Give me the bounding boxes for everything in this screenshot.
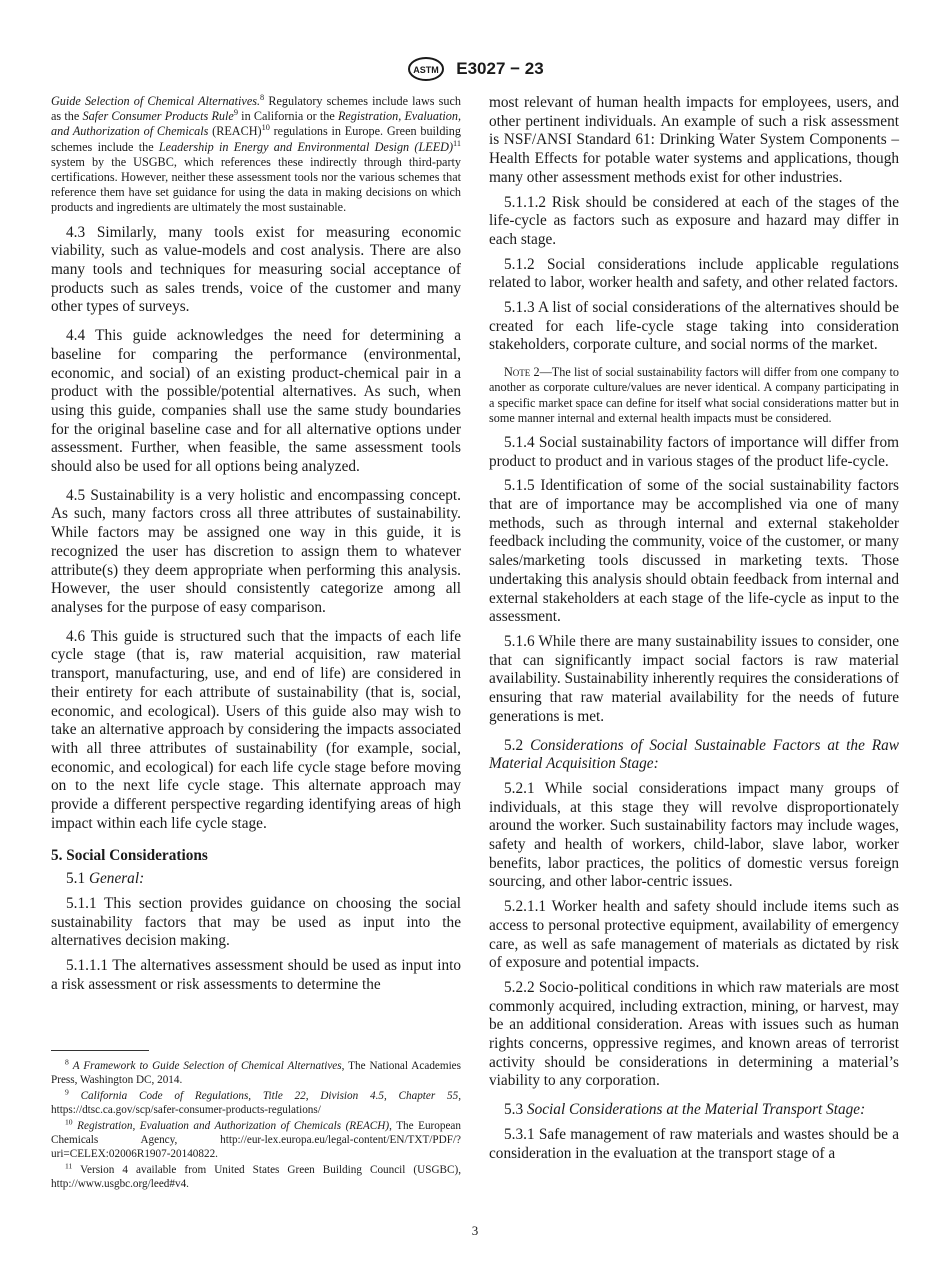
page-header (0, 56, 950, 82)
paragraph-4-3: 4.3 Similarly, many tools exist for measuring economic viability, such as value-models and cost analysis. There are also many tools and techniques for measuring social acceptance of products such as sales trends, voice of the customer and many other types of surveys. (51, 223, 461, 316)
footnote-11: $^{11}$ Version 4 available from United States Green Building Council (USGBC), http://www.usgbc.org/leed#v4. (51, 1161, 461, 1190)
paragraph-5-3: 5.3 Social Considerations at the Material Transport Stage: (504, 1101, 866, 1119)
paragraph-4-2-continued: Guide Selection of Chemical Alternatives.$^8$ Regulatory schemes include laws such as the Safer Consumer Products Rule$^9$ in California or the Registration, Evaluation, and Authorization of Chemicals (REACH)$^{10}$ regulations in Europe. Green building schemes include the Leadership in Energy and Environmental Design (LEED)$^{11}$ system by the USGBC, which references these indirectly through third-party certifications. However, neither these assessment tools nor the various schemes that reference them have set guidance for using the data in making decisions on which products and ingredients are ultimately the most sustainable. (51, 92, 461, 215)
left-column (51, 94, 461, 1000)
paragraph-4-5: 4.5 Sustainability is a very holistic and encompassing concept. As such, many factors cross all three attributes of sustainability. While factors may be assigned one way in this guide, it is recognized the user has discretion to assign them to whatever attribute(s) they deem appropriate when performing this analysis. However, the user should consistently categorize among all analyses for the purpose of easy comparison. (51, 486, 461, 616)
paragraph-5-1-4: 5.1.4 Social sustainability factors of importance will differ from product to product and in various stages of the product life-cycle. (489, 433, 899, 470)
footnote-9: $^9$ California Code of Regulations, Title 22, Division 4.5, Chapter 55, https://dtsc.ca.gov/scp/safer-consumer-products-regulations/ (51, 1087, 461, 1116)
paragraph-5-2-1: 5.2.1 While social considerations impact many groups of individuals, at this stage they will revolve disproportionately around the worker. Such sustainability factors may include wages, safety and health of workers, child-labor, slave labor, worker benefits, labor practices, the politics of domestic versus foreign sourcing, and other labor-centric issues. (489, 779, 899, 891)
footnote-divider (51, 1050, 149, 1051)
page-number: 3 (471, 1223, 479, 1238)
paragraph-5-1-1-1: 5.1.1.1 The alternatives assessment should be used as input into a risk assessment or risk assessments to determine the (51, 956, 461, 993)
svg-text:ASTM: ASTM (413, 65, 440, 75)
paragraph-5-2-2: 5.2.2 Socio-political conditions in which raw materials are most commonly acquired, including extraction, mining, or harvest, may be an additional consideration. Areas with issues such as human rights concerns, oppressive regimes, and known areas of terrorist activity should be considerations in determining a material’s viability to any corporation. (489, 978, 899, 1090)
paragraph-5-1: 5.1 General: (66, 870, 145, 888)
document-designation: E3027 − 23 (456, 59, 544, 78)
paragraph-5-2-1-1: 5.2.1.1 Worker health and safety should include items such as access to personal protective equipment, availability of emergency care, as well as safe management of materials as dictated by risk of exposure and potential impacts. (489, 898, 899, 972)
footnote-10: $^{10}$ Registration, Evaluation and Authorization of Chemicals (REACH), The European Chemicals Agency, http://eur-lex.europa.eu/legal-content/EN/TXT/PDF/?uri=CELEX:02006R1907-20140822. (51, 1117, 461, 1160)
paragraph-5-1-5: 5.1.5 Identification of some of the social sustainability factors that are of importance may be accomplished via one of many methods, such as through internal and external stakeholder feedback including the community, voice of the customer, or many sales/marketing tools discussed in marketing texts. Those undertaking this analysis should obtain feedback from internal and external stakeholders at each stage of the life-cycle as input to the assessment. (489, 477, 899, 626)
footnotes (51, 1059, 461, 1193)
paragraph-5-3-1: 5.3.1 Safe management of raw materials and wastes should be a consideration in the evaluation at the transport stage of a (489, 1125, 899, 1162)
paragraph-5-1-1-2: 5.1.1.2 Risk should be considered at each of the stages of the life-cycle as factors such as exposure and hazard may differ in each stage. (489, 193, 899, 248)
paragraph-4-4: 4.4 This guide acknowledges the need for determining a baseline for comparing the performance (environmental, economic, and social) of an existing product-chemical pair in a product with the possible/potential alternatives. As such, when using this guide, companies shall use the same study boundaries for the original baseline case and for all alternative options under assessment. Further, when feasible, the same assessment tools should also be used for all options being analyzed. (51, 327, 461, 476)
paragraph-5-2: 5.2 Considerations of Social Sustainable Factors at the Raw Material Acquisition Stage: (489, 736, 899, 773)
paragraph-5-1-1: 5.1.1 This section provides guidance on choosing the social sustainability factors that may be used as input into the alternatives decision making. (51, 894, 461, 950)
paragraph-5-1-6: 5.1.6 While there are many sustainability issues to consider, one that can significantly impact social factors is raw material availability. Sustainability inherently requires the considerations of ensuring that raw material availability for the needs of future generations is met. (489, 632, 899, 725)
paragraph-5-1-2: 5.1.2 Social considerations include applicable regulations related to labor, worker health and safety, and other related factors. (489, 255, 899, 292)
footnote-8: $^8$ A Framework to Guide Selection of Chemical Alternatives, The National Academies Press, Washington DC, 2014. (51, 1057, 462, 1086)
section-5-heading: 5. Social Considerations (51, 847, 208, 865)
paragraph-5-1-1-1-continued: most relevant of human health impacts for employees, users, and other pertinent individuals. An example of such a risk assessment is NSF/ANSI Standard 61: Drinking Water System Components – Health Effects for potable water systems and applications, though many other assessment methods exist for other industries. (489, 94, 899, 186)
paragraph-5-1-3: 5.1.3 A list of social considerations of the alternatives should be created for each life-cycle stage taking into consideration stakeholders, corporate culture, and social norms of the market. (489, 299, 899, 354)
right-column (489, 94, 899, 1169)
note-2: Note 2—The list of social sustainability factors will differ from one company to another as corporate culture/values are never identical. A company participating in a specific market space can define for itself what social considerations matter but in some manner internal and external health impacts must be considered. (489, 365, 899, 425)
astm-logo-icon (406, 56, 446, 82)
paragraph-4-6: 4.6 This guide is structured such that the impacts of each life cycle stage (that is, raw material acquisition, raw material transport, manufacturing, use, and end of life) are considered in their entirety for each attribute of sustainability (that is, social, economic, and ecological). Users of this guide also may wish to take an alternative approach by considering the impacts associated with all three attributes of sustainability (for example, social, economic, and ecological) for each life cycle stage before moving on to the next life cycle stage. This alternate approach may provide a different perspective regarding identifying areas of high impact within each life cycle stage. (51, 627, 461, 832)
